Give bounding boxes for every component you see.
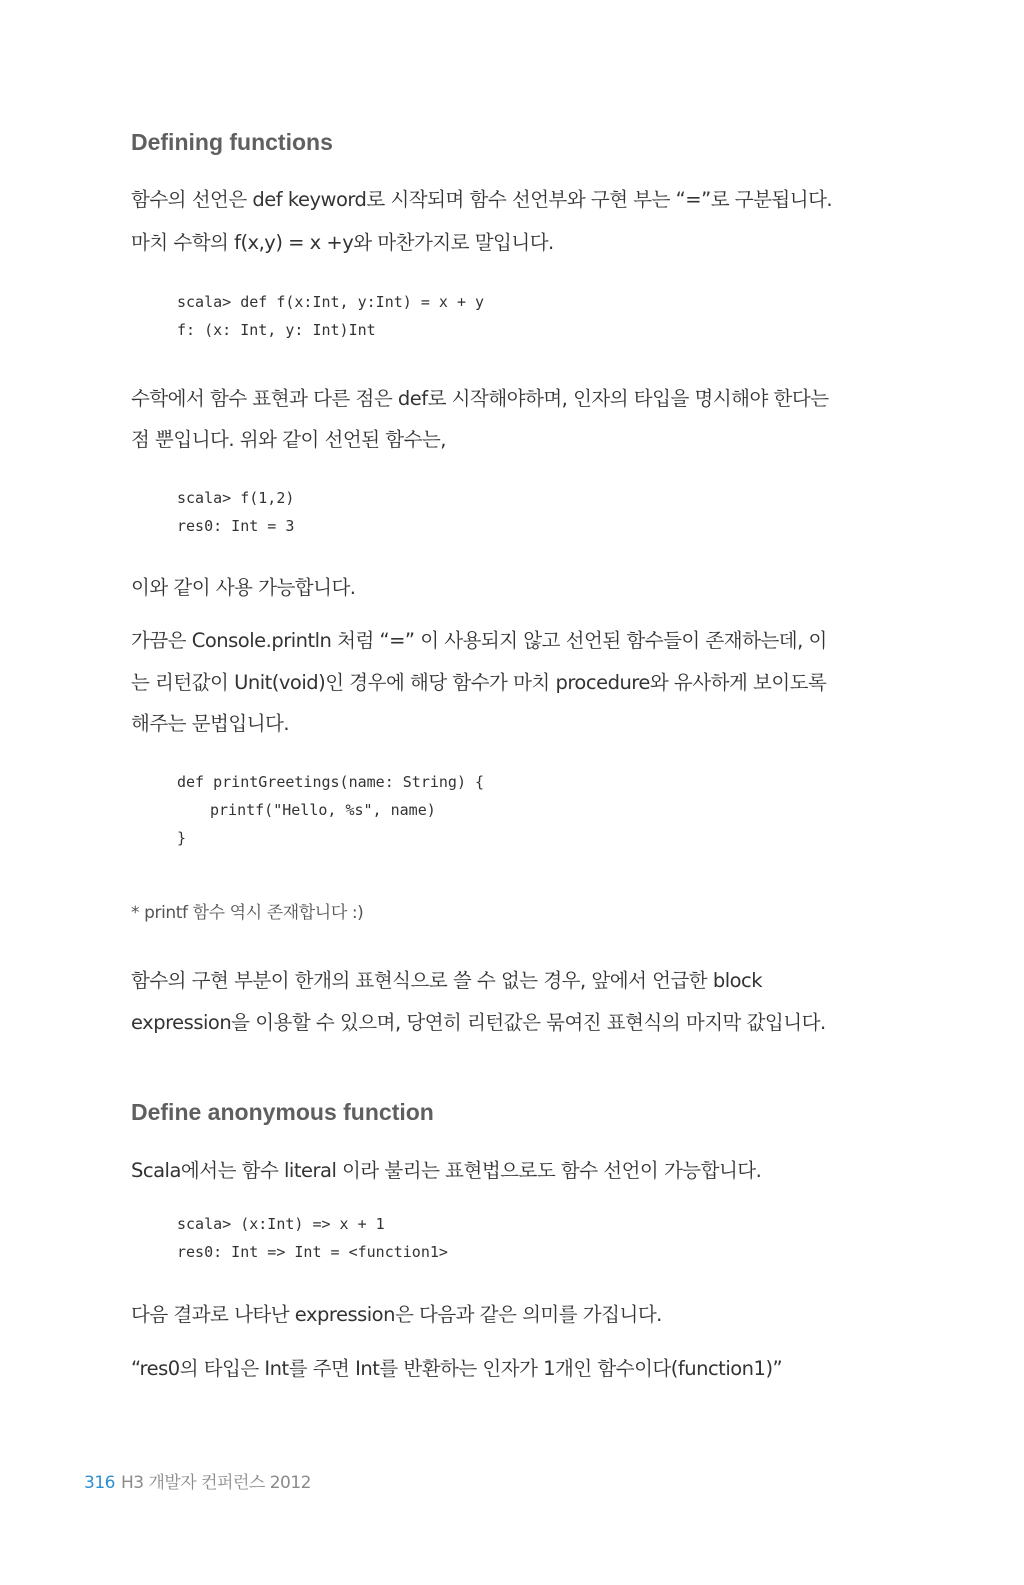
code-line: scala> def f(x:Int, y:Int) = x + y — [177, 293, 485, 311]
paragraph-line: Scala에서는 함수 literal 이라 불리는 표현법으로도 함수 선언이 가능합니다. — [131, 1159, 762, 1182]
code-line: res0: Int = 3 — [177, 517, 295, 535]
section-heading-anonymous-function: Define anonymous function — [131, 1099, 434, 1125]
paragraph-line: 가끔은 Console.println 처럼 “=” 이 사용되지 않고 선언된 함수들이 존재하는데, 이 — [131, 629, 827, 652]
paragraph-line: “res0의 타입은 Int를 주면 Int를 반환하는 인자가 1개인 함수이다(function1)” — [131, 1357, 783, 1380]
paragraph-line: expression을 이용할 수 있으며, 당연히 리턴값은 묶여진 표현식의 마지막 값입니다. — [131, 1011, 826, 1034]
paragraph-line: 이와 같이 사용 가능합니다. — [131, 576, 356, 599]
footer-title: H3 개발자 컨퍼런스 2012 — [120, 1473, 311, 1493]
code-line: scala> f(1,2) — [177, 489, 295, 507]
page-number: 316 — [84, 1473, 115, 1493]
code-line: res0: Int => Int = <function1> — [177, 1243, 448, 1261]
paragraph-line: 함수의 선언은 def keyword로 시작되며 함수 선언부와 구현 부는 “=”로 구분됩니다. — [131, 188, 833, 211]
code-line: } — [177, 829, 187, 847]
page-footer — [84, 1468, 311, 1493]
code-line: def printGreetings(name: String) { — [177, 773, 485, 791]
paragraph-line: 함수의 구현 부분이 한개의 표현식으로 쓸 수 없는 경우, 앞에서 언급한 block — [131, 969, 763, 992]
paragraph-line: 는 리턴값이 Unit(void)인 경우에 해당 함수가 마치 procedure와 유사하게 보이도록 — [131, 671, 827, 694]
paragraph-line: 마치 수학의 f(x,y) = x +y와 마찬가지로 말입니다. — [131, 231, 554, 254]
footnote: * printf 함수 역시 존재합니다 :) — [131, 903, 364, 923]
code-line: scala> (x:Int) => x + 1 — [177, 1215, 385, 1233]
code-line: printf("Hello, %s", name) — [210, 801, 436, 819]
paragraph-line: 다음 결과로 나타난 expression은 다음과 같은 의미를 가집니다. — [131, 1303, 662, 1326]
section-heading-defining-functions: Defining functions — [131, 129, 333, 155]
paragraph-line: 수학에서 함수 표현과 다른 점은 def로 시작해야하며, 인자의 타입을 명시해야 한다는 — [131, 387, 829, 410]
paragraph-line: 점 뿐입니다. 위와 같이 선언된 함수는, — [131, 428, 446, 451]
paragraph-line: 해주는 문법입니다. — [131, 712, 290, 735]
code-line: f: (x: Int, y: Int)Int — [177, 321, 376, 339]
